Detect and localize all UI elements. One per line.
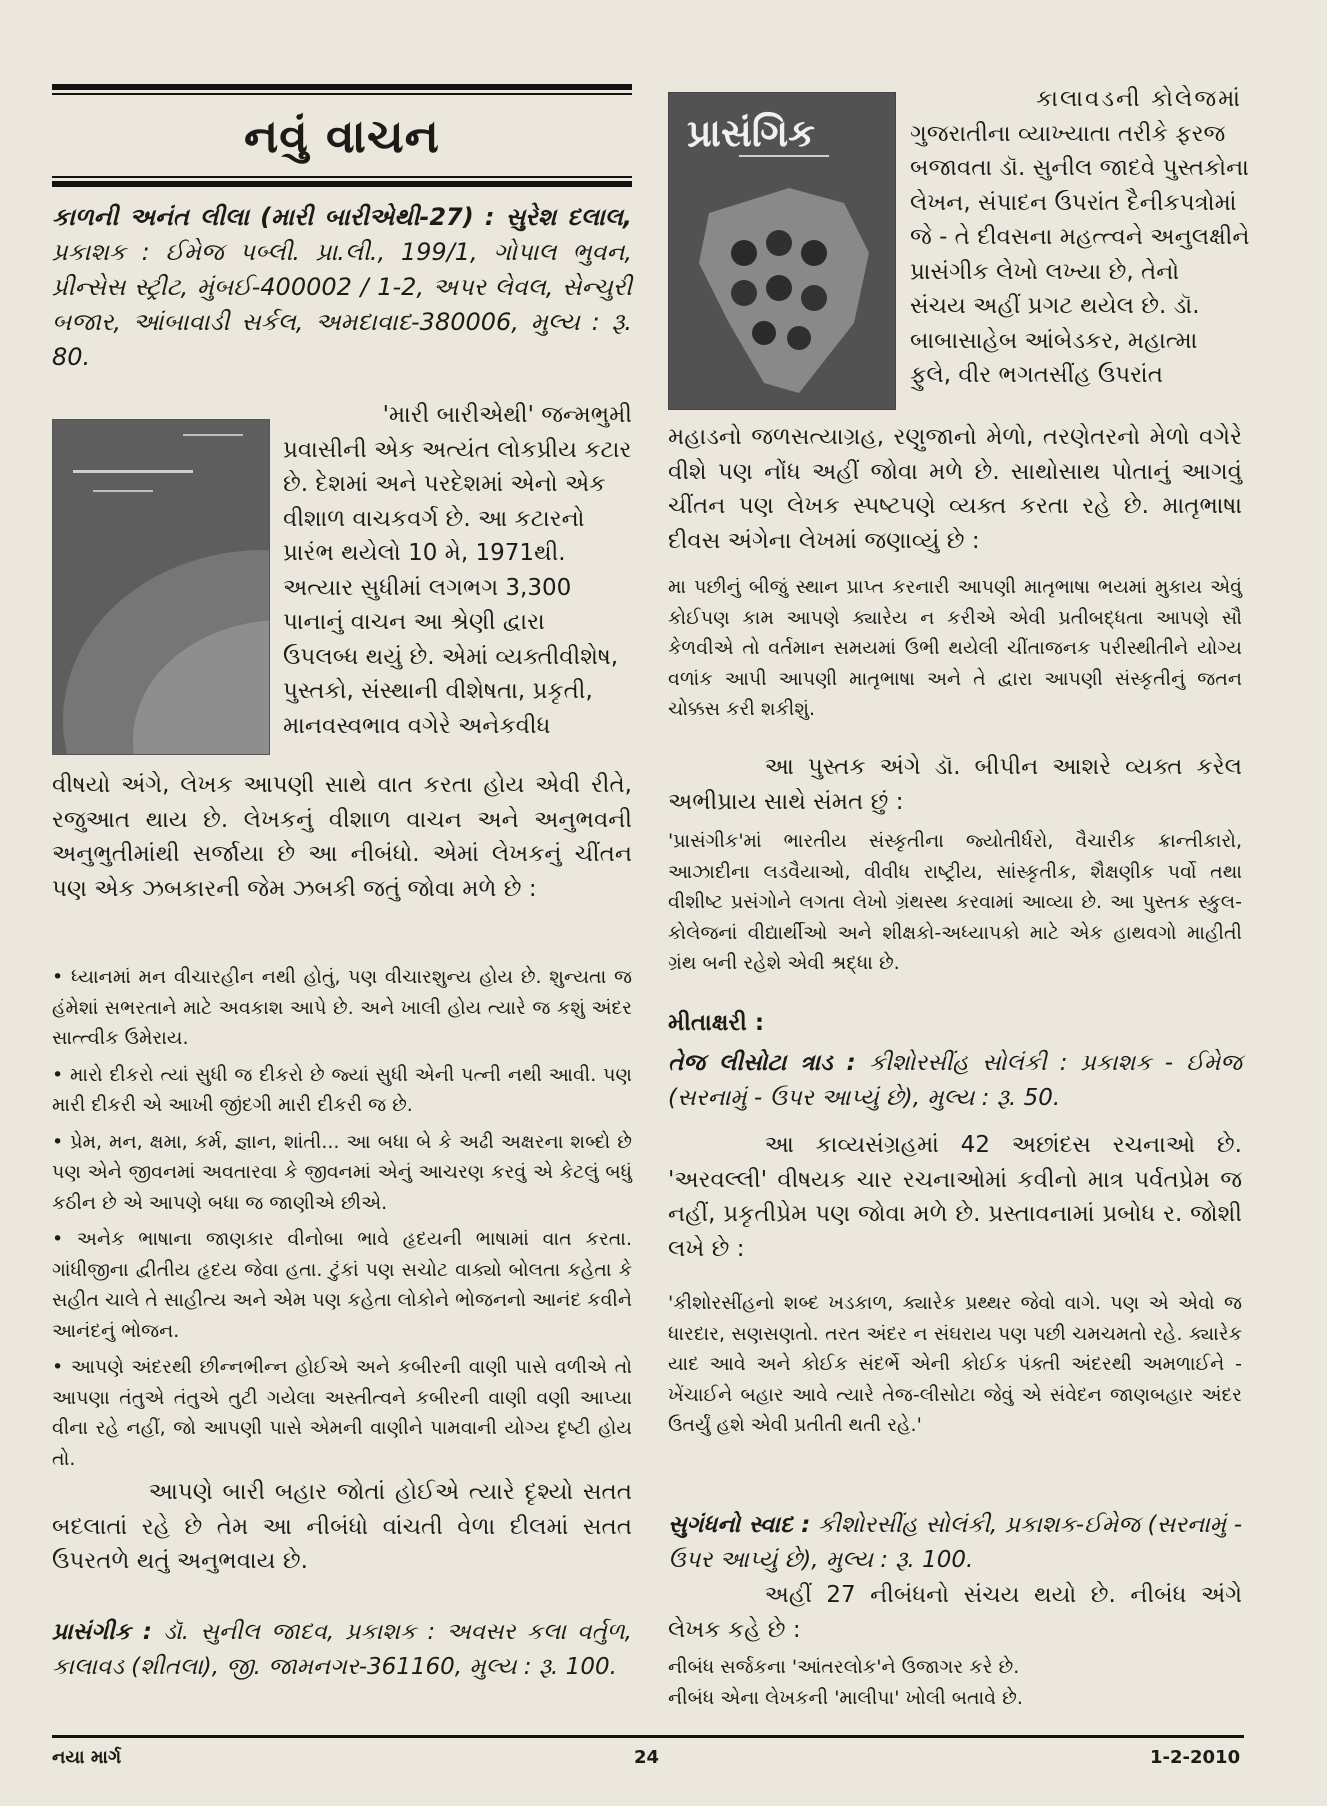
book1-line-8: પુસ્તકો, સંસ્થાની વીશેષતા, પ્રકૃતી, <box>283 678 593 704</box>
book4-details: કીશોરસીંહ સોલંકી, પ્રકાશક-ઈમેજ (સરનામું - ઉપર આપ્યું છે), મુલ્ય : રૂ. 100. <box>668 1512 1243 1573</box>
quote-bullet-2: • મારો દીકરો ત્યાં સુધી જ દીકરો છે જ્યાં સુધી એની પત્ની નથી આવી. પણ મારી દીકરી એ આખી જીંદગી મારી દીકરી જ છે. <box>52 1063 632 1116</box>
mitakshari-heading: મીતાક્ષરી : <box>668 1010 765 1036</box>
book4-body-block <box>668 1578 1242 1647</box>
footer-date: 1-2-2010 <box>1150 1747 1241 1768</box>
book1-closing <box>52 1475 632 1579</box>
book2-para2-block <box>668 750 1242 819</box>
book2-intro-line-5: પ્રાસંગીક લેખો લખ્યા છે, તેનો <box>910 258 1180 285</box>
quote-bullet-3: • પ્રેમ, મન, ક્ષમા, કર્મ, જ્ઞાન, શાંતી... આ બધા બે કે અઢી અક્ષરના શબ્દો છે પણ એને જીવનમાં અવતારવા કે જીવનમાં એનું આચરણ કરવું એ કેટલું બધું કઠીન છે એ આપણે બધા જ જાણીએ છીએ. <box>52 1130 632 1214</box>
book2-intro-line-8: ફુલે, વીર ભગતસીંહ ઉપરાંત <box>910 362 1163 388</box>
book1-heading: કાળની અનંત લીલા (મારી બારીએથી-27) : સુરેશ દલાલ, <box>52 203 632 231</box>
book1-cover-image <box>52 419 270 755</box>
book3-details: કીશોરસીંહ સોલંકી : પ્રકાશક - ઈમેજ (સરનામું - ઉપર આપ્યું છે), મુલ્ય : રૂ. 50. <box>668 1050 1243 1111</box>
book1-body-cont: વીષયો અંગે, લેખક આપણી સાથે વાત કરતા હોય એવી રીતે, રજુઆત થાય છે. લેખકનું વીશાળ વાચન અને અનુભવની અનુભુતીમાંથી સર્જાયા છે આ નીબંધો. એમાં લેખકનું ચીંતન પણ એક ઝબકારની જેમ ઝબકી જતું જોવા મળે છે : <box>52 772 632 902</box>
title-rule-top <box>52 84 632 90</box>
footer-rule <box>52 1735 1244 1738</box>
book2-quote2: 'પ્રાસંગીક'માં ભારતીય સંસ્કૃતીના જ્યોતીર્ધરો, વૈચારીક ક્રાન્તીકારો, આઝાદીના લડવૈયાઓ, વીવીધ રાષ્ટ્રીય, સાંસ્કૃતીક, શૈક્ષણીક પર્વો તથા વીશીષ્ટ પ્રસંગોને લગતા લેખો ગ્રંથસ્થ કરવામાં આવ્યા છે. આ પુસ્તક સ્કુલ-કોલેજનાં વીદ્યાર્થીઓ અને શીક્ષકો-અધ્યાપકો માટે એક હાથવગો માહીતી ગ્રંથ બની રહેશે એવી શ્રદ્ધા છે. <box>668 830 1242 974</box>
book2-intro-line-4: જે - તે દીવસના મહત્ત્વને અનુલક્ષીને <box>910 224 1250 250</box>
book3-quote: 'કીશોરસીંહનો શબ્દ ખડકાળ, ક્યારેક પ્રથ્થર જેવો વાગે. પણ એ એવો જ ધારદાર, સણસણતો. તરત અંદર ન સંઘરાય પણ પછી ચમચમતો રહે. ક્યારેક યાદ આવે અને કોઈક સંદર્ભે એની કોઈક પંક્તી અંદરથી અમળાઈને - ખેંચાઈને બહાર આવે ત્યારે તેજ-લીસોટા જેવું એ સંવેદન જાણબહાર અંદર ઉતર્યું હશે એવી પ્રતીતી થતી રહે.' <box>668 1292 1242 1436</box>
book1-line-0: 'મારી બારીએથી' જન્મભુમી <box>382 402 632 428</box>
book1-body-continued <box>52 768 632 906</box>
book3-heading: તેજ લીસોટા ત્રાડ : <box>668 1050 856 1076</box>
book4-citation <box>668 1508 1242 1577</box>
book2-intro-continued <box>668 420 1242 558</box>
book2-quote2-block <box>668 826 1242 979</box>
footer-page-number: 24 <box>634 1747 660 1768</box>
book1-body-wrap <box>283 398 632 743</box>
book1-line-6: પાનાનું વાચન આ શ્રેણી દ્વારા <box>283 609 545 635</box>
book2-intro-line-7: બાબાસાહેબ આંબેડકર, મહાત્મા <box>910 327 1198 354</box>
title-rule-top-thin <box>52 93 632 95</box>
book1-line-3: વીશાળ વાચકવર્ગ છે. આ કટારનો <box>283 505 585 532</box>
book1-cover-art <box>53 420 269 754</box>
book2-cover-title: પ્રાસંગિક <box>687 111 815 155</box>
quote-bullet-4: • અનેક ભાષાના જાણકાર વીનોબા ભાવે હૃદયની ભાષામાં વાત કરતા. ગાંધીજીના દ્વીતીય હૃદય જેવા હતા. ટુંકાં પણ સચોટ વાક્યો બોલતા કહેતા કે સહીત ચાલે તે સાહીત્ય અને એમ પણ કહેતા લોકોને ભોજનનો આનંદ કવીને આનંદનું ભોજન. <box>52 1228 632 1342</box>
book2-para2: આ પુસ્તક અંગે ડૉ. બીપીન આશરે વ્યક્ત કરેલ અભીપ્રાય સાથે સંમત છું : <box>668 754 1242 815</box>
book4-quote-block <box>668 1652 1242 1713</box>
book3-body-block <box>668 1128 1242 1266</box>
book1-line-1: પ્રવાસીની એક અત્યંત લોકપ્રીય કટાર <box>283 436 632 463</box>
quote-bullet-5: • આપણે અંદરથી છીન્નભીન્ન હોઈએ અને કબીરની વાણી પાસે વળીએ તો આપણા તંતુએ તંતુએ તુટી ગયેલા અસ્તીત્વને કબીરની વાણી વણી આપ્યા વીના રહે નહીં, જો આપણી પાસે એમની વાણીને પામવાની યોગ્ય દૃષ્ટી હોય તો. <box>52 1356 632 1470</box>
book4-quote-line-1: નીબંધ સર્જકના 'આંતરલોક'ને ઉજાગર કરે છે. <box>668 1656 1020 1678</box>
book2-intro-line-1: ગુજરાતીના વ્યાખ્યાતા તરીકે ફરજ <box>910 120 1226 147</box>
title-rule-bottom-thin <box>52 176 632 178</box>
book1-line-2: છે. દેશમાં અને પરદેશમાં એનો એક <box>283 471 606 497</box>
mitakshari-heading-block <box>668 1006 1242 1041</box>
book4-body: અહીં 27 નીબંધનો સંચય થયો છે. નીબંધ અંગે લેખક કહે છે : <box>668 1582 1242 1643</box>
book1-line-7: ઉપલબ્ધ થયું છે. એમાં વ્યક્તીવીશેષ, <box>283 643 619 670</box>
book2-intro-line-2: બજાવતા ડૉ. સુનીલ જાદવે પુસ્તકોના <box>910 155 1249 181</box>
book2-intro-line-0: કાલાવડની કોલેજમાં <box>1036 86 1242 112</box>
book4-heading: સુગંધનો સ્વાદ : <box>668 1512 811 1538</box>
book2-details: ડૉ. સુનીલ જાદવ, પ્રકાશક : અવસર કલા વર્તુળ, કાલાવડ (શીતલા), જી. જામનગર-361160, મુલ્ય : રૂ. 100. <box>52 1619 632 1680</box>
book2-quote1: મા પછીનું બીજું સ્થાન પ્રાપ્ત કરનારી આપણી માતૃભાષા ભયમાં મુકાય એવું કોઈપણ કામ આપણે ક્યારેય ન કરીએ એવી પ્રતીબદ્ધતા આપણે સૌ કેળવીએ તો વર્તમાન સમયમાં ઉભી થયેલી ચીંતાજનક પરીસ્થીતીને યોગ્ય વળાંક આપી આપણી માતૃભાષા અને તે દ્વારા આપણી સંસ્કૃતીનું જતન ચોક્કસ કરી શકીશું. <box>668 576 1242 720</box>
book1-line-5: અત્યાર સુધીમાં લગભગ 3,300 <box>283 574 572 601</box>
title-rule-bottom <box>52 181 632 187</box>
book2-quote1-block <box>668 572 1242 725</box>
book1-closing-text: આપણે બારી બહાર જોતાં હોઈએ ત્યારે દૃશ્યો સતત બદલાતાં રહે છે તેમ આ નીબંધો વાંચતી વેળા દીલમાં સતત ઉપરતળે થતું અનુભવાય છે. <box>52 1479 632 1574</box>
book2-cover-image <box>668 92 896 410</box>
section-title <box>52 100 632 172</box>
book4-quote-line-2: નીબંધ એના લેખકની 'માલીપા' ખોલી બતાવે છે. <box>668 1686 1023 1709</box>
book2-intro-wrap <box>910 82 1250 393</box>
book3-body: આ કાવ્યસંગ્રહમાં 42 અછાંદસ રચનાઓ છે. 'અરવલ્લી' વીષયક ચાર રચનાઓમાં કવીનો માત્ર પર્વતપ્રેમ જ નહીં, પ્રકૃતીપ્રેમ પણ જોવા મળે છે. પ્રસ્તાવનામાં પ્રબોધ ર. જોશી લખે છે : <box>668 1132 1242 1262</box>
book3-quote-block <box>668 1288 1242 1441</box>
book1-line-9: માનવસ્વભાવ વગેરે અનેકવીધ <box>283 712 551 739</box>
book2-intro-line-6: સંચય અહીં પ્રગટ થયેલ છે. ડૉ. <box>910 293 1200 319</box>
book1-citation <box>52 200 632 375</box>
book2-intro-line-3: લેખન, સંપાદન ઉપરાંત દૈનીકપત્રોમાં <box>910 189 1237 216</box>
footer-magazine-name: નયા માર્ગ <box>52 1747 122 1768</box>
book3-citation <box>668 1046 1242 1115</box>
section-title-text: નવું વાચન <box>244 109 440 163</box>
book2-heading: પ્રાસંગીક : <box>52 1619 152 1645</box>
book1-line-4: પ્રારંભ થયેલો 10 મે, 1971થી. <box>283 540 566 566</box>
book2-intro-cont: મહાડનો જળસત્યાગ્રહ, રણુજાનો મેળો, તરણેતરનો મેળો વગેરે વીશે પણ નોંધ અહીં જોવા મળે છે. સાથોસાથ પોતાનું આગવું ચીંતન પણ લેખક સ્પષ્ટપણે વ્યક્ત કરતા રહે છે. માતૃભાષા દીવસ અંગેના લેખમાં જણાવ્યું છે : <box>668 424 1242 554</box>
book1-details: પ્રકાશક : ઈમેજ પબ્લી. પ્રા.લી., 199/1, ગોપાલ ભુવન, પ્રીન્સેસ સ્ટ્રીટ, મુંબઈ-400002 / 1-2, અપર લેવલ, સેન્ચુરી બજાર, આંબાવાડી સર્કલ, અમદાવાદ-380006, મુલ્ય : રૂ. 80. <box>52 238 632 371</box>
quote-bullet-1: • ધ્યાનમાં મન વીચારહીન નથી હોતું, પણ વીચારશુન્ય હોય છે. શુન્યતા જ હંમેશાં સભરતાને માટે અવકાશ આપે છે. અને ખાલી હોય ત્યારે જ કશું અંદર સાત્ત્વીક ઉમેરાય. <box>52 966 632 1049</box>
book1-quotes <box>52 962 632 1474</box>
book2-citation <box>52 1615 632 1684</box>
